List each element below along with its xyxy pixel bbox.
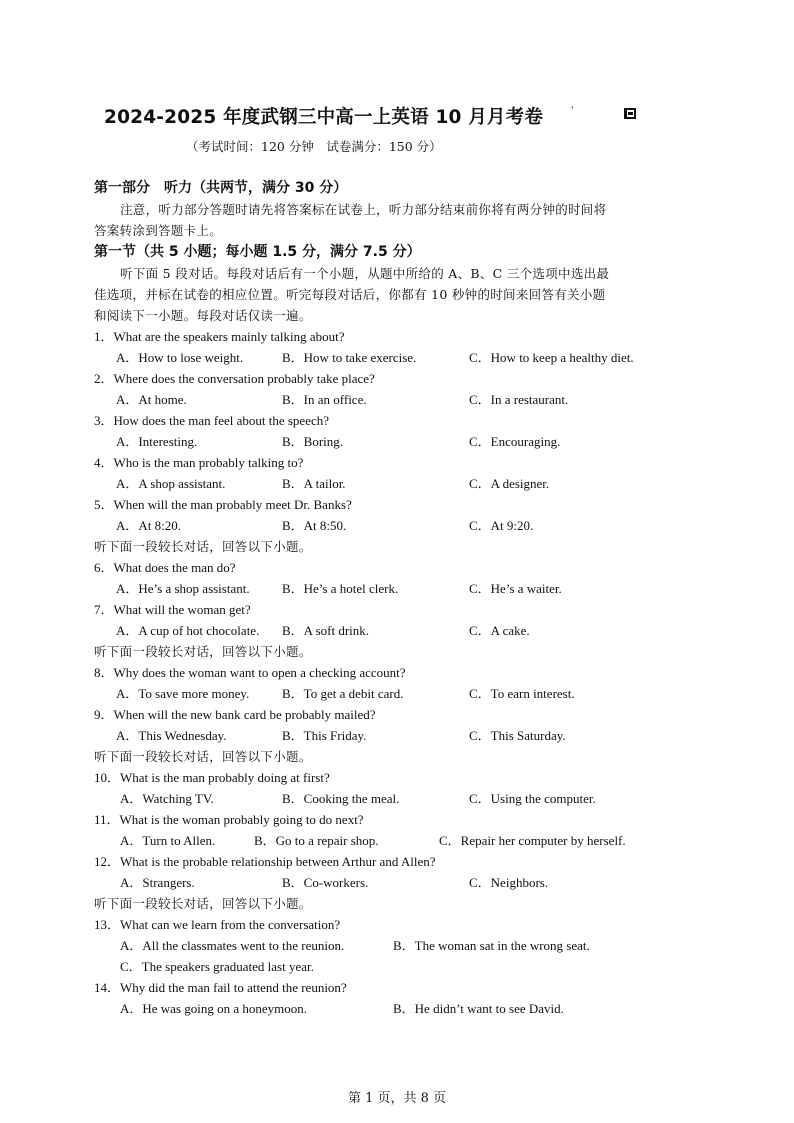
- option-1a: A．How to lose weight.: [116, 350, 244, 365]
- option-13b: B．The woman sat in the wrong seat.: [393, 938, 590, 953]
- section1-instr-line3: 和阅读下一小题。每段对话仅读一遍。: [94, 308, 312, 323]
- option-10c: C．Using the computer.: [469, 791, 596, 806]
- option-8a: A．To save more money.: [116, 686, 250, 701]
- option-2a: A．At home.: [116, 392, 187, 407]
- option-5c: C．At 9:20.: [469, 518, 534, 533]
- option-11c: C．Repair her computer by herself.: [439, 833, 626, 848]
- page-footer: 第 1 页，共 8 页: [347, 1091, 447, 1106]
- option-4a: A．A shop assistant.: [116, 476, 226, 491]
- long-dialogue-note: 听下面一段较长对话，回答以下小题。: [94, 539, 312, 554]
- question-1: 1．What are the speakers mainly talking about?: [94, 329, 345, 344]
- option-6c: C．He’s a waiter.: [469, 581, 562, 596]
- long-dialogue-note: 听下面一段较长对话，回答以下小题。: [94, 749, 312, 764]
- option-9a: A．This Wednesday.: [116, 728, 227, 743]
- option-2c: C．In a restaurant.: [469, 392, 569, 407]
- option-4c: C．A designer.: [469, 476, 550, 491]
- option-13a: A．All the classmates went to the reunion.: [120, 938, 345, 953]
- option-7b: B．A soft drink.: [282, 623, 370, 638]
- option-3b: B．Boring.: [282, 434, 344, 449]
- question-13: 13．What can we learn from the conversation?: [94, 917, 341, 932]
- part1-note-line2: 答案转涂到答题卡上。: [94, 223, 223, 238]
- question-7: 7．What will the woman get?: [94, 602, 251, 617]
- option-8c: C．To earn interest.: [469, 686, 575, 701]
- option-3c: C．Encouraging.: [469, 434, 561, 449]
- long-dialogue-note: 听下面一段较长对话，回答以下小题。: [94, 644, 312, 659]
- exam-subtitle: （考试时间：120 分钟 试卷满分：150 分）: [186, 139, 442, 154]
- question-5: 5．When will the man probably meet Dr. Banks?: [94, 497, 352, 512]
- option-4b: B．A tailor.: [282, 476, 346, 491]
- question-14: 14．Why did the man fail to attend the reunion?: [94, 980, 347, 995]
- option-1c: C．How to keep a healthy diet.: [469, 350, 634, 365]
- option-14a: A．He was going on a honeymoon.: [120, 1001, 308, 1016]
- corner-mark-icon: [624, 108, 636, 119]
- option-13c: C．The speakers graduated last year.: [120, 959, 314, 974]
- option-11b: B．Go to a repair shop.: [254, 833, 379, 848]
- question-8: 8．Why does the woman want to open a checking account?: [94, 665, 406, 680]
- option-6b: B．He’s a hotel clerk.: [282, 581, 399, 596]
- option-5b: B．At 8:50.: [282, 518, 347, 533]
- section1-heading: 第一节（共 5 小题；每小题 1.5 分，满分 7.5 分）: [94, 244, 421, 260]
- section1-instr-line2: 佳选项，并标在试卷的相应位置。听完每段对话后，你都有 10 秒钟的时间来回答有关小题: [94, 287, 606, 302]
- part1-note-line1: 注意，听力部分答题时请先将答案标在试卷上，听力部分结束前你将有两分钟的时间将: [120, 202, 607, 217]
- question-6: 6．What does the man do?: [94, 560, 236, 575]
- question-11: 11．What is the woman probably going to do next?: [94, 812, 364, 827]
- section1-instr-line1: 听下面 5 段对话。每段对话后有一个小题，从题中所给的 A、B、C 三个选项中选出最: [120, 266, 610, 281]
- question-4: 4．Who is the man probably talking to?: [94, 455, 304, 470]
- option-7a: A．A cup of hot chocolate.: [116, 623, 260, 638]
- option-2b: B．In an office.: [282, 392, 367, 407]
- part1-heading: 第一部分 听力（共两节，满分 30 分）: [94, 180, 348, 196]
- option-3a: A．Interesting.: [116, 434, 198, 449]
- question-3: 3．How does the man feel about the speech?: [94, 413, 330, 428]
- option-1b: B．How to take exercise.: [282, 350, 417, 365]
- question-12: 12．What is the probable relationship between Arthur and Allen?: [94, 854, 436, 869]
- option-14b: B．He didn’t want to see David.: [393, 1001, 564, 1016]
- option-5a: A．At 8:20.: [116, 518, 182, 533]
- option-8b: B．To get a debit card.: [282, 686, 404, 701]
- scan-mark: ': [571, 106, 574, 116]
- long-dialogue-note: 听下面一段较长对话，回答以下小题。: [94, 896, 312, 911]
- exam-title: 2024-2025 年度武钢三中高一上英语 10 月月考卷: [104, 107, 544, 128]
- question-10: 10．What is the man probably doing at first?: [94, 770, 330, 785]
- question-2: 2．Where does the conversation probably take place?: [94, 371, 375, 386]
- option-10b: B．Cooking the meal.: [282, 791, 400, 806]
- option-11a: A．Turn to Allen.: [120, 833, 216, 848]
- option-12a: A．Strangers.: [120, 875, 195, 890]
- option-6a: A．He’s a shop assistant.: [116, 581, 250, 596]
- option-9c: C．This Saturday.: [469, 728, 566, 743]
- option-9b: B．This Friday.: [282, 728, 367, 743]
- option-7c: C．A cake.: [469, 623, 530, 638]
- option-12c: C．Neighbors.: [469, 875, 549, 890]
- question-9: 9．When will the new bank card be probably mailed?: [94, 707, 376, 722]
- option-10a: A．Watching TV.: [120, 791, 214, 806]
- option-12b: B．Co-workers.: [282, 875, 369, 890]
